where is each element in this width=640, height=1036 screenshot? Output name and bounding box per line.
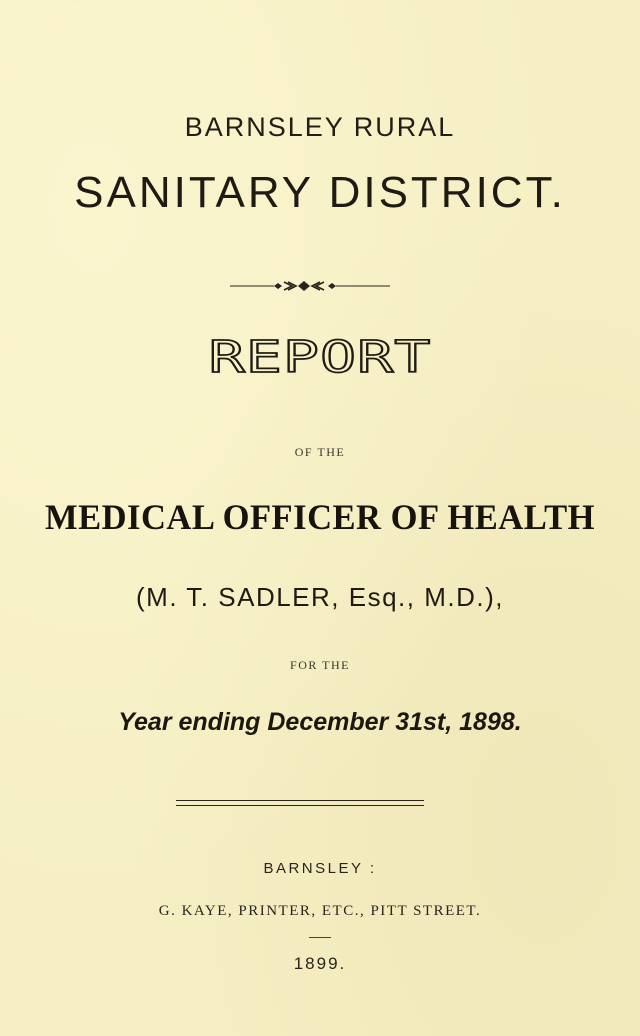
for-the-text: FOR THE [290, 658, 350, 672]
report-title: REPORT [208, 332, 432, 383]
medical-officer-heading: MEDICAL OFFICER OF HEALTH [44, 497, 595, 537]
report-period: Year ending December 31st, 1898. [118, 708, 522, 736]
heading-sanitary-district: SANITARY DISTRICT. [74, 168, 566, 217]
short-rule [309, 937, 331, 938]
decorative-divider [230, 280, 390, 292]
of-the-text: OF THE [294, 445, 346, 459]
printer-imprint: G. KAYE, PRINTER, ETC., PITT STREET. [158, 903, 482, 919]
place-of-publication: BARNSLEY : [263, 860, 377, 877]
heading-barnsley-rural: BARNSLEY RURAL [184, 112, 456, 142]
author-line: (M. T. SADLER, Esq., M.D.), [136, 582, 504, 612]
double-rule [176, 800, 424, 806]
publication-year: 1899. [293, 954, 347, 973]
